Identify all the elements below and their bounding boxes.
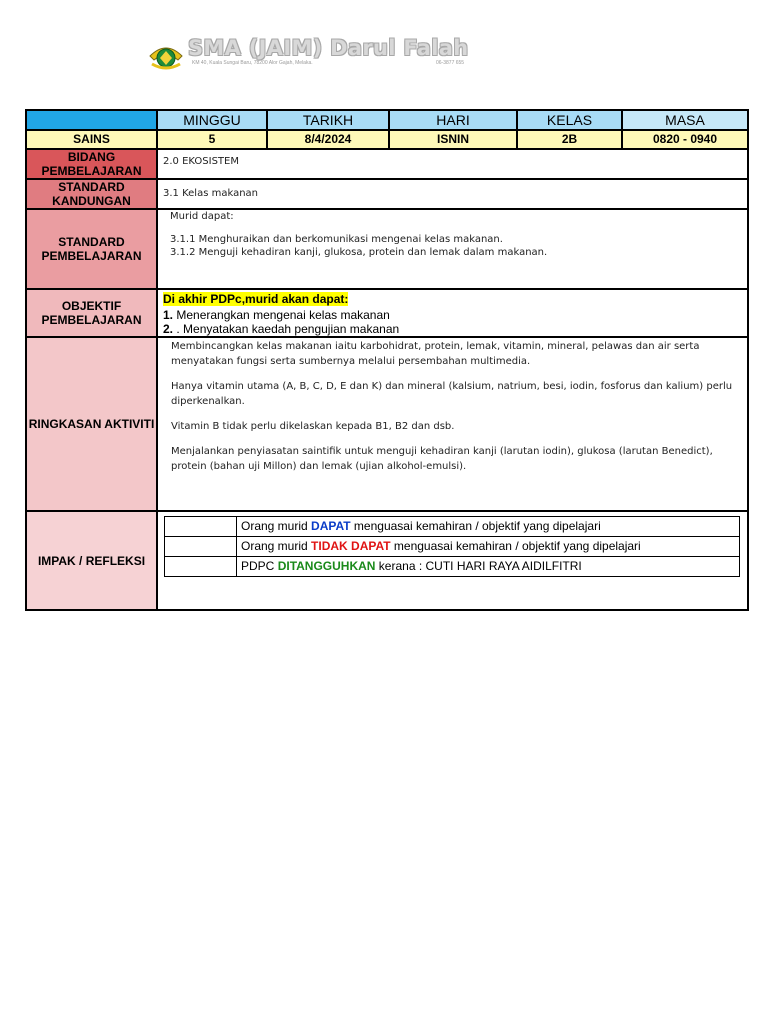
standard-pembelajaran-item: 3.1.1 Menghuraikan dan berkomunikasi mengenai kelas makanan.: [170, 234, 503, 245]
impak-row: [26, 511, 748, 610]
impak-text-cell: [237, 517, 740, 537]
objektif-item-text: Menerangkan mengenai kelas makanan: [173, 308, 390, 322]
impak-count-cell[interactable]: [165, 537, 237, 557]
ringkasan-paragraph: Menjalankan penyiasatan saintifik untuk menguji kehadiran kanji (larutan iodin), glukosa (larutan Benedict), protein (bahan uji Millon) dan lemak (ujian alkohol-emulsi).: [171, 446, 713, 472]
objektif-label: OBJEKTIF PEMBELAJARAN: [26, 289, 157, 337]
impak-line: [165, 537, 740, 557]
objektif-item-number: 1.: [163, 308, 174, 322]
impak-text-post: menguasai kemahiran / objektif yang dipelajari: [350, 519, 601, 533]
objektif-value-cell: [157, 289, 748, 337]
info-row: [26, 130, 748, 149]
bidang-value: 2.0 EKOSISTEM: [163, 156, 239, 167]
standard-pembelajaran-value-cell: [157, 209, 748, 289]
col-header-kelas: KELAS: [517, 110, 622, 130]
impak-text-post: kerana : CUTI HARI RAYA AIDILFITRI: [375, 559, 582, 573]
masa-value: 0820 - 0940: [622, 130, 748, 149]
minggu-value: 5: [157, 130, 267, 149]
school-phone: 06-3877 655: [436, 60, 465, 66]
col-header-hari: HARI: [389, 110, 517, 130]
objektif-item-number: 2.: [163, 322, 174, 336]
impak-text-pre: PDPC: [241, 559, 278, 573]
impak-text-cell: [237, 557, 740, 577]
standard-pembelajaran-item: 3.1.2 Menguji kehadiran kanji, glukosa, protein dan lemak dalam makanan.: [170, 247, 548, 258]
school-header: [146, 38, 506, 74]
bidang-value-cell: [157, 149, 748, 179]
objektif-item-text: . Menyatakan kaedah pengujian makanan: [173, 322, 400, 336]
objektif-title: Di akhir PDPc,murid akan dapat:: [163, 292, 349, 306]
bidang-label: BIDANG PEMBELAJARAN: [26, 149, 157, 179]
standard-pembelajaran-label: STANDARD PEMBELAJARAN: [26, 209, 157, 289]
col-header-minggu: MINGGU: [157, 110, 267, 130]
standard-kandungan-value: 3.1 Kelas makanan: [163, 188, 259, 199]
col-header-masa: MASA: [622, 110, 748, 130]
objektif-item: [158, 308, 747, 322]
subject-cell: SAINS: [26, 130, 157, 149]
impak-table: [164, 516, 740, 577]
impak-keyword-tidak-dapat: TIDAK DAPAT: [311, 539, 391, 553]
hari-value: ISNIN: [389, 130, 517, 149]
ringkasan-label: RINGKASAN AKTIVITI: [26, 337, 157, 511]
impak-count-cell[interactable]: [165, 557, 237, 577]
school-address: KM 40, Kuala Sungai Baru, 78200 Alor Gajah, Melaka.: [192, 60, 313, 66]
ringkasan-paragraph: Vitamin B tidak perlu dikelaskan kepada B1, B2 dan dsb.: [171, 421, 455, 432]
ringkasan-paragraph: Hanya vitamin utama (A, B, C, D, E dan K) dan mineral (kalsium, natrium, besi, iodin, fosforus dan kalium) perlu diperkenalkan.: [171, 381, 733, 407]
standard-kandungan-row: [26, 179, 748, 209]
impak-count-cell[interactable]: [165, 517, 237, 537]
standard-pembelajaran-row: [26, 209, 748, 289]
tarikh-value: 8/4/2024: [267, 130, 389, 149]
objektif-item: [158, 322, 747, 336]
impak-line: [165, 517, 740, 537]
column-header-row: [26, 110, 748, 130]
impak-text-pre: Orang murid: [241, 519, 312, 533]
impak-text-pre: Orang murid: [241, 539, 312, 553]
standard-pembelajaran-intro: Murid dapat:: [170, 211, 234, 222]
header-blank-cell: [26, 110, 157, 130]
col-header-tarikh: TARIKH: [267, 110, 389, 130]
school-name: SMA (JAIM) Darul Falah: [188, 36, 469, 60]
standard-kandungan-value-cell: [157, 179, 748, 209]
lesson-plan-table: [25, 109, 749, 611]
standard-kandungan-label: STANDARD KANDUNGAN: [26, 179, 157, 209]
ringkasan-value-cell: [157, 337, 748, 511]
ringkasan-paragraph: Membincangkan kelas makanan iaitu karbohidrat, protein, lemak, vitamin, mineral, pelawas dan air serta menyatakan fungsi serta sumbernya melalui persembahan multimedia.: [171, 341, 700, 367]
impak-keyword-ditangguhkan: DITANGGUHKAN: [277, 559, 376, 573]
school-crest-icon: [146, 38, 186, 72]
kelas-value: 2B: [517, 130, 622, 149]
impak-label: IMPAK / REFLEKSI: [26, 511, 157, 610]
impak-line: [165, 557, 740, 577]
objektif-row: [26, 289, 748, 337]
impak-value-cell: [157, 511, 748, 610]
impak-text-cell: [237, 537, 740, 557]
ringkasan-row: [26, 337, 748, 511]
bidang-row: [26, 149, 748, 179]
impak-text-post: menguasai kemahiran / objektif yang dipelajari: [390, 539, 641, 553]
impak-keyword-dapat: DAPAT: [311, 519, 351, 533]
